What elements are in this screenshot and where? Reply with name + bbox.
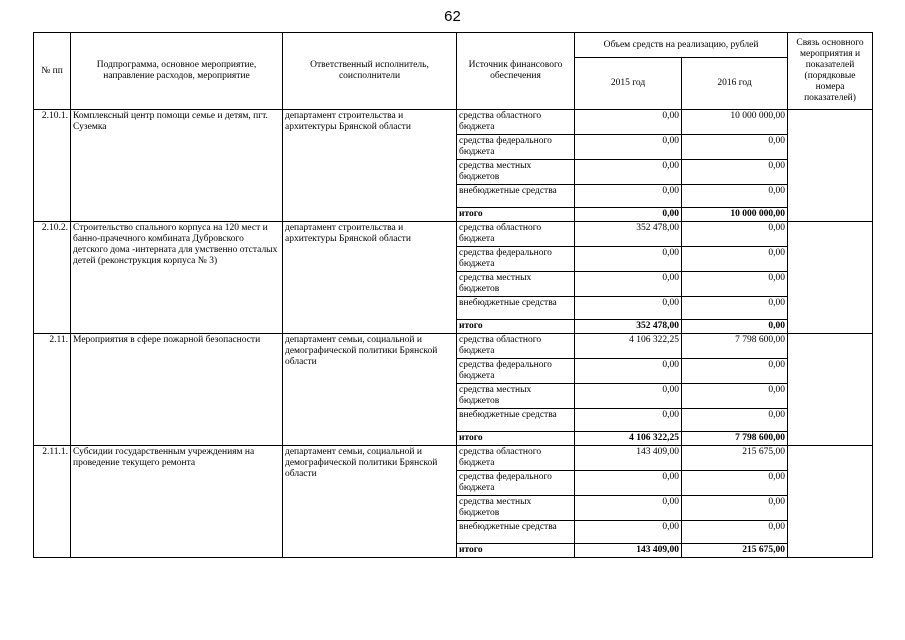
amount-2016: 0,00 bbox=[682, 470, 788, 495]
funding-source: средства местных бюджетов bbox=[457, 383, 575, 408]
amount-2015: 0,00 bbox=[575, 408, 682, 431]
indicator-link bbox=[788, 110, 873, 222]
table-row bbox=[34, 333, 873, 358]
amount-2016: 0,00 bbox=[682, 160, 788, 185]
amount-2015: 0,00 bbox=[575, 271, 682, 296]
header-volume: Объем средств на реализацию, рублей bbox=[575, 33, 788, 58]
amount-2015: 0,00 bbox=[575, 470, 682, 495]
amount-2016: 0,00 bbox=[682, 319, 788, 333]
header-link: Связь основного мероприятия и показателей (порядковые номера показателей) bbox=[788, 33, 873, 110]
section-number: 2.11.1. bbox=[34, 445, 71, 557]
amount-2015: 0,00 bbox=[575, 520, 682, 543]
amount-2015: 352 478,00 bbox=[575, 221, 682, 246]
section-executor: департамент семьи, социальной и демографической политики Брянской области bbox=[283, 333, 457, 445]
amount-2016: 0,00 bbox=[682, 495, 788, 520]
section-number: 2.11. bbox=[34, 333, 71, 445]
funding-source: средства местных бюджетов bbox=[457, 271, 575, 296]
amount-2015: 143 409,00 bbox=[575, 445, 682, 470]
total-label: итого bbox=[457, 319, 575, 333]
amount-2015: 0,00 bbox=[575, 296, 682, 319]
amount-2016: 10 000 000,00 bbox=[682, 110, 788, 135]
amount-2016: 0,00 bbox=[682, 246, 788, 271]
funding-source: средства федерального бюджета bbox=[457, 358, 575, 383]
total-label: итого bbox=[457, 543, 575, 557]
section-executor: департамент строительства и архитектуры Брянской области bbox=[283, 221, 457, 333]
funding-source: средства федерального бюджета bbox=[457, 470, 575, 495]
funding-source: внебюджетные средства bbox=[457, 296, 575, 319]
table-row bbox=[34, 445, 873, 470]
total-label: итого bbox=[457, 208, 575, 222]
funding-source: средства областного бюджета bbox=[457, 221, 575, 246]
page-number: 62 bbox=[444, 8, 461, 25]
section-executor: департамент семьи, социальной и демографической политики Брянской области bbox=[283, 445, 457, 557]
table-row bbox=[34, 221, 873, 246]
header-subprogram: Подпрограмма, основное мероприятие, направление расходов, мероприятие bbox=[71, 33, 283, 110]
amount-2016: 0,00 bbox=[682, 296, 788, 319]
amount-2015: 4 106 322,25 bbox=[575, 431, 682, 445]
amount-2016: 0,00 bbox=[682, 185, 788, 208]
header-year-2015: 2015 год bbox=[575, 58, 682, 110]
section-description: Строительство спального корпуса на 120 мест и банно-прачечного комбината Дубровского детского дома -интерната для умственно отсталых детей (реконструкция корпуса № 3) bbox=[71, 221, 283, 333]
amount-2016: 215 675,00 bbox=[682, 445, 788, 470]
table-row bbox=[34, 110, 873, 135]
amount-2016: 0,00 bbox=[682, 135, 788, 160]
section-executor: департамент строительства и архитектуры Брянской области bbox=[283, 110, 457, 222]
header-num: № пп bbox=[34, 33, 71, 110]
funding-source: средства областного бюджета bbox=[457, 333, 575, 358]
section-number: 2.10.1. bbox=[34, 110, 71, 222]
amount-2015: 0,00 bbox=[575, 358, 682, 383]
amount-2015: 0,00 bbox=[575, 135, 682, 160]
amount-2015: 0,00 bbox=[575, 383, 682, 408]
funding-source: внебюджетные средства bbox=[457, 185, 575, 208]
amount-2016: 0,00 bbox=[682, 383, 788, 408]
amount-2015: 0,00 bbox=[575, 185, 682, 208]
funding-source: средства федерального бюджета bbox=[457, 135, 575, 160]
table-header bbox=[34, 33, 873, 110]
amount-2015: 4 106 322,25 bbox=[575, 333, 682, 358]
section-description: Субсидии государственным учреждениям на проведение текущего ремонта bbox=[71, 445, 283, 557]
funding-source: внебюджетные средства bbox=[457, 520, 575, 543]
amount-2015: 0,00 bbox=[575, 208, 682, 222]
amount-2016: 0,00 bbox=[682, 520, 788, 543]
section-number: 2.10.2. bbox=[34, 221, 71, 333]
header-year-2016: 2016 год bbox=[682, 58, 788, 110]
amount-2015: 143 409,00 bbox=[575, 543, 682, 557]
total-label: итого bbox=[457, 431, 575, 445]
header-source: Источник финансового обеспечения bbox=[457, 33, 575, 110]
amount-2015: 0,00 bbox=[575, 246, 682, 271]
amount-2016: 0,00 bbox=[682, 221, 788, 246]
amount-2015: 352 478,00 bbox=[575, 319, 682, 333]
amount-2015: 0,00 bbox=[575, 160, 682, 185]
section-description: Мероприятия в сфере пожарной безопасности bbox=[71, 333, 283, 445]
header-executor: Ответственный исполнитель, соисполнители bbox=[283, 33, 457, 110]
amount-2016: 10 000 000,00 bbox=[682, 208, 788, 222]
funding-source: средства федерального бюджета bbox=[457, 246, 575, 271]
amount-2016: 7 798 600,00 bbox=[682, 431, 788, 445]
section-description: Комплексный центр помощи семье и детям, пгт. Суземка bbox=[71, 110, 283, 222]
budget-table bbox=[33, 32, 873, 558]
table-body bbox=[34, 110, 873, 558]
indicator-link bbox=[788, 445, 873, 557]
amount-2016: 0,00 bbox=[682, 271, 788, 296]
amount-2016: 215 675,00 bbox=[682, 543, 788, 557]
funding-source: средства областного бюджета bbox=[457, 110, 575, 135]
funding-source: средства местных бюджетов bbox=[457, 495, 575, 520]
funding-source: средства местных бюджетов bbox=[457, 160, 575, 185]
indicator-link bbox=[788, 221, 873, 333]
amount-2016: 0,00 bbox=[682, 358, 788, 383]
amount-2016: 0,00 bbox=[682, 408, 788, 431]
amount-2016: 7 798 600,00 bbox=[682, 333, 788, 358]
amount-2015: 0,00 bbox=[575, 110, 682, 135]
funding-source: средства областного бюджета bbox=[457, 445, 575, 470]
amount-2015: 0,00 bbox=[575, 495, 682, 520]
funding-source: внебюджетные средства bbox=[457, 408, 575, 431]
indicator-link bbox=[788, 333, 873, 445]
